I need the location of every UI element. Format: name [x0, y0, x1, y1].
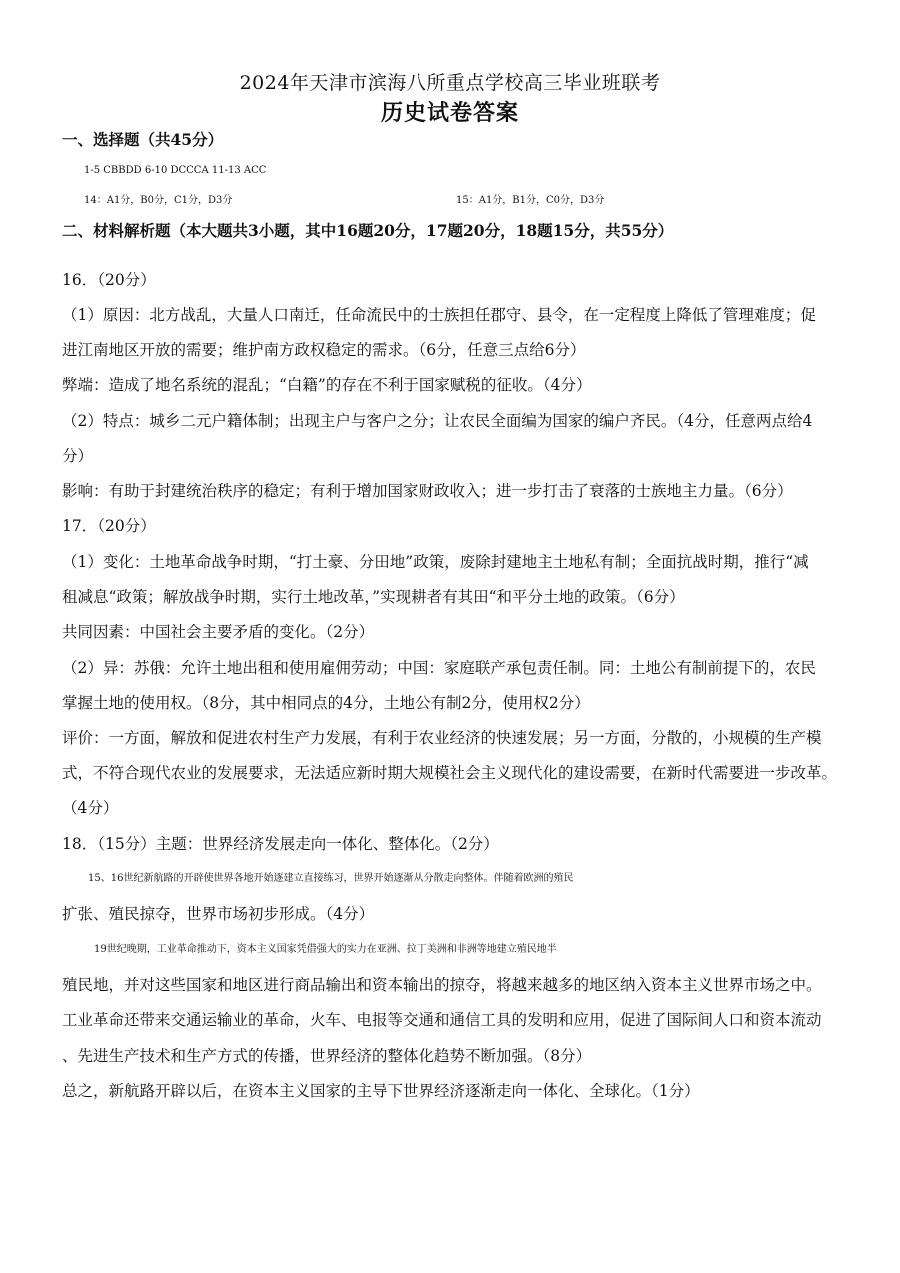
q16-part1-line2: 进江南地区开放的需要；维护南方政权稳定的需求。（6分，任意三点给6分）: [62, 341, 586, 359]
q18-para2-line3: 工业革命还带来交通运输业的革命，火车、电报等交通和通信工具的发明和应用，促进了国际间人口和资本流动: [62, 1011, 822, 1029]
q16-part2-line2: 分）: [62, 447, 94, 465]
section2-heading: 二、材料解析题（本大题共3小题，其中16题20分，17题20分，18题15分，共55分）: [62, 221, 674, 240]
q18-conclusion: 总之，新航路开辟以后，在资本主义国家的主导下世界经济逐渐走向一体化、全球化。（1分）: [62, 1082, 700, 1100]
q18-para2-line4: 、先进生产技术和生产方式的传播，世界经济的整体化趋势不断加强。（8分）: [62, 1047, 592, 1065]
q17-evaluation-line1: 评价：一方面，解放和促进农村生产力发展，有利于农业经济的快速发展；另一方面，分散的，小规模的生产模: [62, 729, 822, 747]
q17-common-factor: 共同因素：中国社会主要矛盾的变化。（2分）: [62, 623, 375, 641]
q17-label: 17．（20分）: [62, 517, 156, 535]
q16-label: 16．（20分）: [62, 271, 156, 289]
q18-para2-line2: 殖民地，并对这些国家和地区进行商品输出和资本输出的掠夺，将越来越多的地区纳入资本主义世界市场之中。: [62, 976, 822, 994]
q17-part2-line1: （2）异：苏俄：允许土地出租和使用雇佣劳动；中国：家庭联产承包责任制。同：土地公有制前提下的，农民: [62, 659, 816, 677]
exam-title: 2024年天津市滨海八所重点学校高三毕业班联考: [239, 72, 661, 94]
q17-evaluation-line3: （4分）: [62, 799, 119, 817]
q15-scoring: 15：A1分，B1分，C0分，D3分: [456, 195, 605, 206]
multiple-choice-answers: 1-5 CBBDD 6-10 DCCCA 11-13 ACC: [84, 165, 267, 176]
q18-label-theme: 18．（15分）主题：世界经济发展走向一体化、整体化。（2分）: [62, 835, 499, 853]
q17-evaluation-line2: 式，不符合现代农业的发展要求，无法适应新时期大规模社会主义现代化的建设需要，在新时代需要进一步改革。: [62, 764, 838, 782]
q16-part1-line1: （1）原因：北方战乱，大量人口南迁，任命流民中的士族担任郡守、县令，在一定程度上降低了管理难度；促: [62, 306, 816, 324]
document-title: 历史试卷答案: [380, 100, 519, 126]
q14-scoring: 14：A1分，B0分，C1分，D3分: [84, 195, 233, 206]
q16-part2-line1: （2）特点：城乡二元户籍体制；出现主户与客户之分；让农民全面编为国家的编户齐民。（4分，任意两点给4: [62, 412, 813, 430]
q16-drawbacks: 弊端：造成了地名系统的混乱；“白籍”的存在不利于国家赋税的征收。（4分）: [62, 376, 592, 394]
section1-heading: 一、选择题（共45分）: [62, 130, 224, 149]
q17-part1-line1: （1）变化：土地革命战争时期，“打土豪、分田地”政策，废除封建地主土地私有制；全面抗战时期，推行“减: [62, 553, 809, 571]
q18-para1-line2: 扩张、殖民掠夺，世界市场初步形成。（4分）: [62, 905, 375, 923]
q16-impact: 影响：有助于封建统治秩序的稳定；有利于增加国家财政收入；进一步打击了衰落的士族地主力量。（6分）: [62, 482, 793, 500]
q18-para1-line1: 15、16世纪新航路的开辟使世界各地开始逐建立直接练习，世界开始逐渐从分散走向整体。伴随着欧洲的殖民: [88, 873, 574, 884]
q17-part2-line2: 掌握土地的使用权。（8分，其中相同点的4分，土地公有制2分，使用权2分）: [62, 694, 590, 712]
q17-part1-line2: 租减息“政策；解放战争时期，实行土地改革，”实现耕者有其田“和平分土地的政策。（6分）: [62, 588, 685, 606]
q18-para2-line1: 19世纪晚期，工业革命推动下，资本主义国家凭借强大的实力在亚洲、拉丁美洲和非洲等地建立殖民地半: [94, 944, 557, 955]
